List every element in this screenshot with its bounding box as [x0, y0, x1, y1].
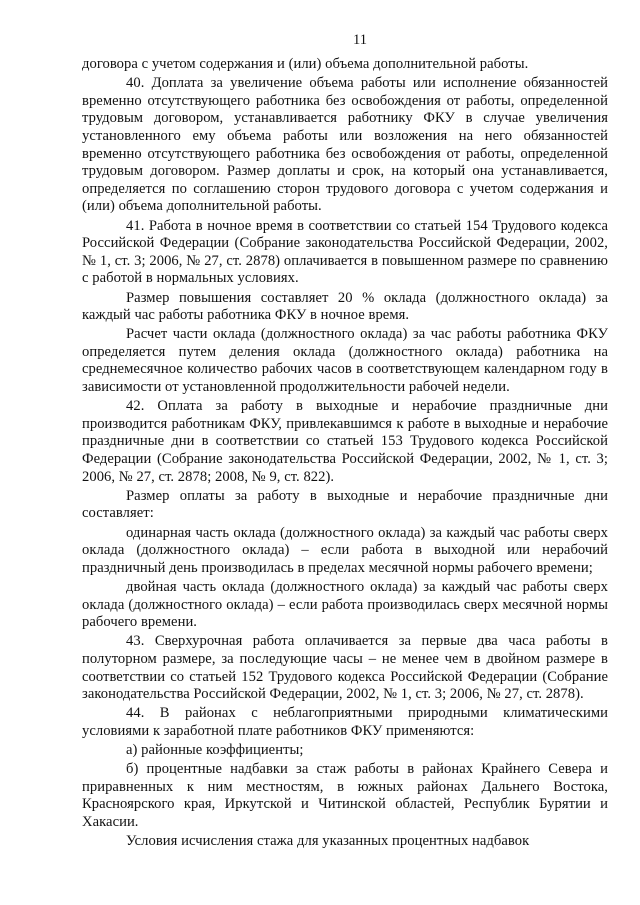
paragraph-44: 44. В районах с неблагоприятными природными климатическими условиями к заработной плате работников ФКУ применяются:: [82, 705, 608, 739]
paragraph-40: 40. Доплата за увеличение объема работы или исполнение обязанностей временно отсутствующего работника без освобождения от работы, определенной трудовым договором, устанавливается работнику ФКУ в случае увеличения установленного ему объема работы или возложения на него обязанностей временно отсутствующего работника без освобождения от работы, определенной трудовым договором. Размер доплаты и срок, на который она устанавливается, определяется по соглашению сторон трудового договора с учетом содержания и (или) объема дополнительной работы.: [82, 75, 608, 215]
paragraph-single-rate: одинарная часть оклада (должностного оклада) за каждый час работы сверх оклада (должностного оклада) – если работа в выходной или нерабочий праздничный день производилась в пределах месячной нормы рабочего времени;: [82, 524, 608, 576]
page-number: 11: [353, 32, 367, 48]
paragraph-43: 43. Сверхурочная работа оплачивается за первые два часа работы в полуторном размере, за последующие часы – не менее чем в двойном размере в соответствии со статьей 152 Трудового кодекса Российской Федерации (Собрание законодательства Российской Федерации, 2002, № 1, ст. 3; 2006, № 27, ст. 2878).: [82, 633, 608, 703]
paragraph-holiday-rate: Размер оплаты за работу в выходные и нерабочие праздничные дни составляет:: [82, 487, 608, 522]
paragraph-continuation: договора с учетом содержания и (или) объема дополнительной работы.: [82, 56, 529, 72]
list-item-a: а) районные коэффициенты;: [126, 742, 304, 759]
paragraph-double-rate: двойная часть оклада (должностного оклада) за каждый час работы сверх оклада (должностного оклада) – если работа производилась сверх месячной нормы рабочего времени.: [82, 578, 608, 631]
paragraph-night-rate: Размер повышения составляет 20 % оклада (должностного оклада) за каждый час работы работника ФКУ в ночное время.: [82, 289, 608, 324]
paragraph-42: 42. Оплата за работу в выходные и нерабочие праздничные дни производится работникам ФКУ, привлекавшимся к работе в выходные и нерабочие праздничные дни в соответствии со статьей 153 Трудового кодекса Российской Федерации (Собрание законодательства Российской Федерации, 2002, № 1, ст. 3; 2006, № 27, ст. 2878; 2008, № 9, ст. 822).: [82, 398, 608, 485]
paragraph-41: 41. Работа в ночное время в соответствии со статьей 154 Трудового кодекса Российской Федерации (Собрание законодательства Российской Федерации, 2002, № 1, ст. 3; 2006, № 27, ст. 2878) оплачивается в повышенном размере по сравнению с работой в нормальных условиях.: [82, 217, 608, 287]
paragraph-hourly-calc: Расчет части оклада (должностного оклада) за час работы работника ФКУ определяется путем деления оклада (должностного оклада) работника на среднемесячное количество рабочих часов в соответствующем календарном году в зависимости от установленной продолжительности рабочей недели.: [82, 326, 608, 396]
paragraph-seniority-conditions: Условия исчисления стажа для указанных процентных надбавок: [126, 833, 530, 850]
list-item-b: б) процентные надбавки за стаж работы в районах Крайнего Севера и приравненных к ним местностям, в южных районах Дальнего Востока, Красноярского края, Иркутской и Читинской областей, Республик Бурятии и Хакасии.: [82, 761, 608, 831]
